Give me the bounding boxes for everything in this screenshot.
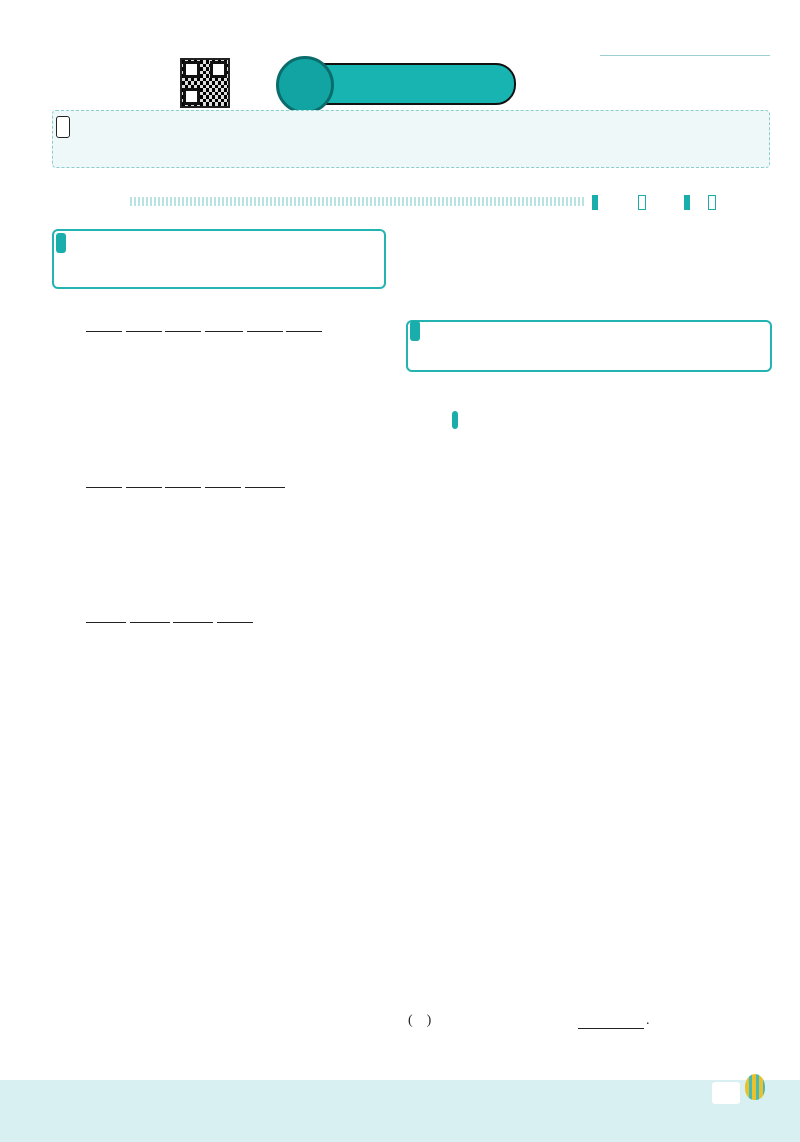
blank-11[interactable] xyxy=(245,487,285,488)
theme-box xyxy=(52,110,770,168)
footer-band xyxy=(0,1080,800,1142)
scene-tag-2 xyxy=(410,321,420,341)
answer-blank-16[interactable] xyxy=(578,1012,644,1029)
page-number xyxy=(712,1082,740,1104)
time-label xyxy=(592,195,598,210)
scene-tag-1 xyxy=(56,233,66,253)
new-material-badge xyxy=(452,411,458,429)
blank-8[interactable] xyxy=(126,487,162,488)
speed-divider xyxy=(130,197,586,206)
blank-15[interactable] xyxy=(217,622,253,623)
time-value xyxy=(638,195,646,210)
scene-box-2 xyxy=(406,320,772,372)
blank-3[interactable] xyxy=(165,331,201,332)
blank-7[interactable] xyxy=(86,487,122,488)
blank-9[interactable] xyxy=(165,487,201,488)
blank-1[interactable] xyxy=(86,331,122,332)
theme-label xyxy=(56,116,70,138)
blank-2[interactable] xyxy=(126,331,162,332)
question-16-options-a xyxy=(408,1032,768,1054)
blank-12[interactable] xyxy=(86,622,126,623)
answer-label xyxy=(684,195,690,210)
banner-letter xyxy=(276,56,334,114)
cloze-paragraph-3 xyxy=(54,608,382,630)
blank-13[interactable] xyxy=(130,622,170,623)
balloon-icon xyxy=(745,1074,765,1100)
answer-bracket[interactable]: ( ) xyxy=(408,1013,432,1028)
unit-underline xyxy=(600,55,770,56)
cloze-paragraph-1 xyxy=(54,317,382,339)
blank-6[interactable] xyxy=(286,331,322,332)
blank-14[interactable] xyxy=(173,622,213,623)
blank-5[interactable] xyxy=(247,331,283,332)
qr-code[interactable] xyxy=(180,58,230,108)
question-16-options-b xyxy=(408,1054,768,1076)
blank-10[interactable] xyxy=(205,487,241,488)
answer-value xyxy=(708,195,716,210)
cloze-paragraph-2 xyxy=(54,473,382,495)
scene-box-1 xyxy=(52,229,386,289)
blank-4[interactable] xyxy=(205,331,243,332)
question-16: ( ) . xyxy=(408,1010,768,1032)
